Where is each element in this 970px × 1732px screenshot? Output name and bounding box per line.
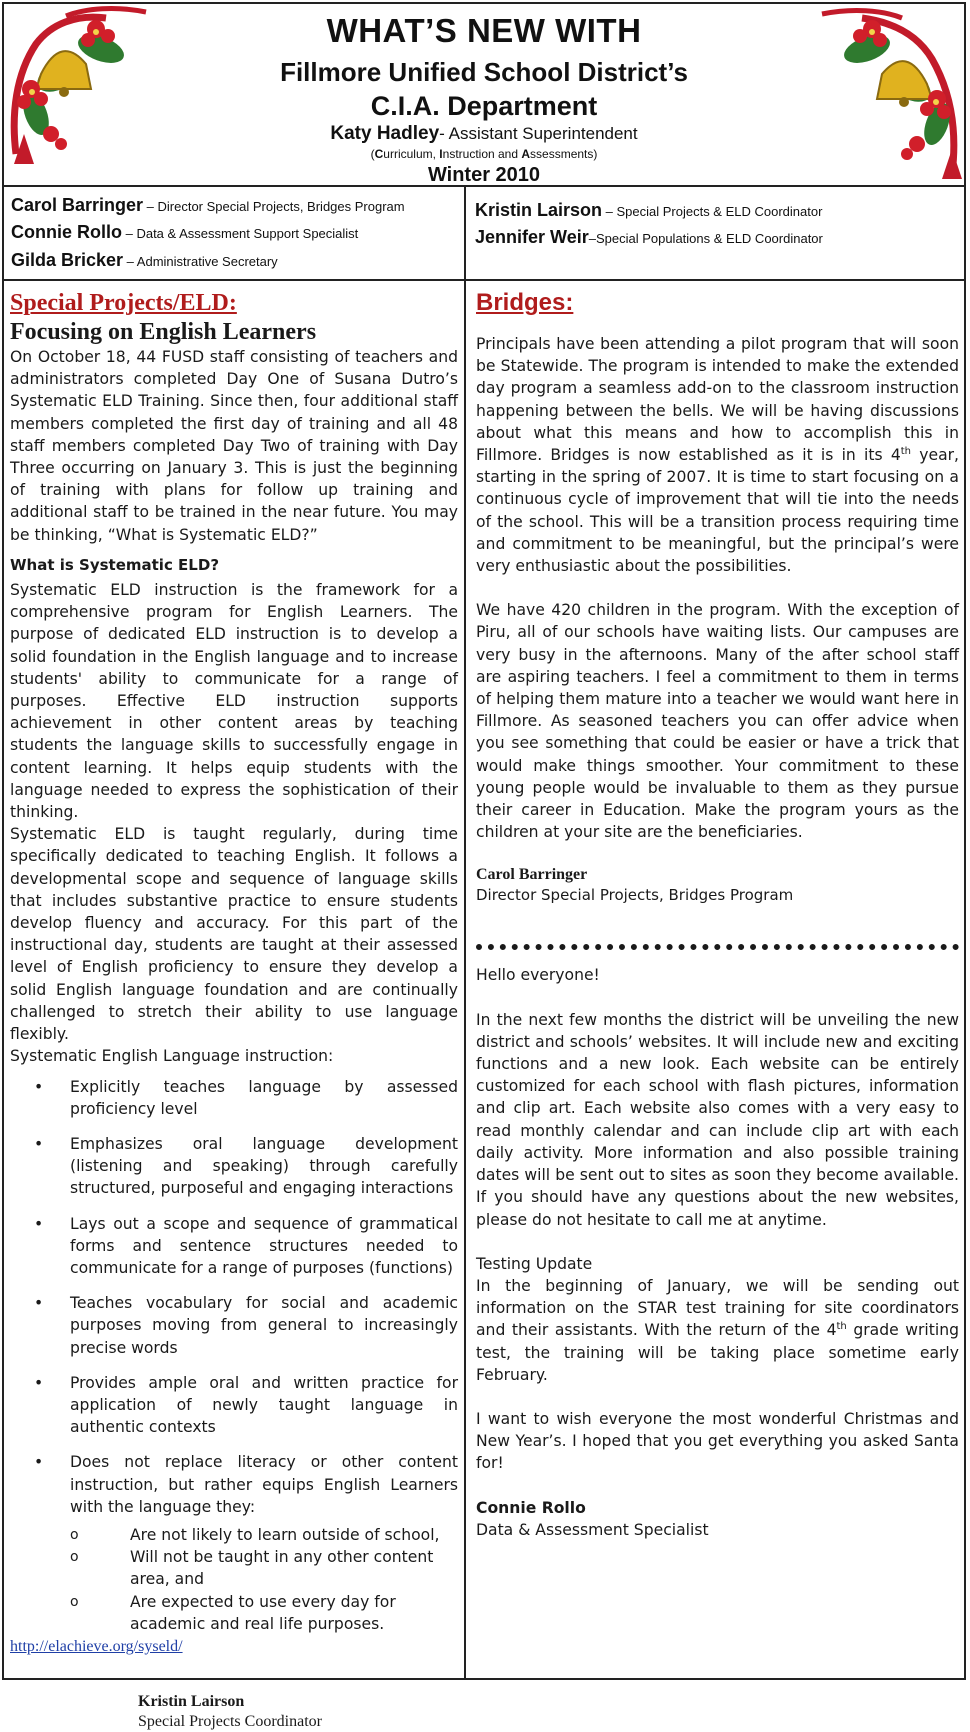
sub-list-item: o Will not be taught in any other content area, and	[70, 1548, 434, 1589]
header-department: C.I.A. Department	[370, 91, 598, 121]
paragraph: In the next few months the district will be unveiling the new district and schools’ websites. It will include new and exciting functions and a new look. Each website can be entirely customized for each school with flash pictures, information and clip art. Each website also comes with a very easy to read monthly calendar and can include clip art with each daily activity. More information and also possible training dates will be sent out to sites as soon they become available. If you should have any questions about the new websites, please do not hesitate to call me at anytime.	[476, 1010, 959, 1229]
header-title: WHAT’S NEW WITH	[326, 12, 642, 49]
instruction-list	[10, 1076, 458, 1518]
signature-name: Carol Barringer	[476, 866, 588, 884]
signature-role: Special Projects Coordinator	[138, 1713, 322, 1731]
dotted-divider	[476, 944, 959, 950]
signature	[476, 865, 959, 906]
header-season: Winter 2010	[427, 164, 541, 186]
staff-entry: Kristin Lairson – Special Projects & ELD Coordinator	[475, 200, 823, 220]
paragraph: In the beginning of January, we will be sending out information on the STAR test training for site coordinators and their assistants. With the return of the 4th grade writing test, the training will be taking place sometime early February.	[476, 1276, 959, 1384]
question-heading: What is Systematic ELD?	[10, 555, 220, 574]
paragraph: Principals have been attending a pilot program that will soon be Statewide. The program is intended to make the extended day program a seamless add-on to the classroom instruction happening between the bells. We will be having discussions about what this means and how to accomplish this in Fillmore. Bridges is now established as it is in its 4th year, starting in the spring of 2007. It is time to start focusing on a continuous cycle of improvement that will tie into the needs of the school. This will be a transition process requiring time and commitment to be meaningful, but the principal’s were very enthusiastic about the possibilities.	[476, 335, 960, 576]
article-subtitle: Focusing on English Learners	[10, 319, 317, 345]
signature-name: Connie Rollo	[476, 1498, 586, 1517]
column-divider	[464, 187, 466, 1680]
section-title: Special Projects/ELD:	[10, 290, 237, 316]
list-item: • Explicitly teaches language by assessed proficiency level	[34, 1077, 458, 1118]
staff-directory	[2, 187, 966, 281]
syseld-link[interactable]: http://elachieve.org/syseld/	[10, 1637, 183, 1655]
header-department-full: (Curriculum, Instruction and Assessments)	[370, 147, 598, 161]
superintendent-name: Katy Hadley	[330, 123, 440, 144]
staff-entry: Gilda Bricker – Administrative Secretary	[11, 250, 278, 270]
list-item: • Does not replace literacy or other content instruction, but rather equips English Learners with the language they:	[34, 1453, 458, 1516]
list-item: • Emphasizes oral language development (listening and speaking) through carefully structured, purposeful and engaging interactions	[34, 1134, 458, 1198]
intro-paragraph: On October 18, 44 FUSD staff consisting of teachers and administrators completed Day One of Susana Dutro’s Systematic ELD Training. Since then, four additional staff members completed the first day of training and all 48 staff members completed Day Two of training with Day Three occurring on January 3. This is just the beginning of training with plans for follow up training and additional staff to be trained in the near future. You may be thinking, “What is Systematic ELD?”	[10, 348, 458, 544]
newsletter-header	[2, 2, 966, 187]
list-item: • Teaches vocabulary for social and academic purposes moving from general to increasingly precise words	[34, 1294, 458, 1357]
signature	[476, 1497, 959, 1541]
header-superintendent	[2, 123, 966, 145]
signature	[138, 1692, 458, 1732]
staff-entry: Carol Barringer – Director Special Projects, Bridges Program	[11, 195, 405, 215]
signature-role: Director Special Projects, Bridges Program	[476, 886, 794, 905]
sub-list-item: o Are expected to use every day for academic and real life purposes.	[70, 1592, 396, 1633]
superintendent-role: - Assistant Superintendent	[439, 124, 638, 143]
section-title: Bridges:	[476, 289, 574, 316]
signature-name: Kristin Lairson	[138, 1693, 245, 1711]
list-intro: Systematic English Language instruction:	[10, 1047, 334, 1066]
special-projects-column	[10, 288, 458, 1732]
header-district: Fillmore Unified School District’s	[280, 57, 688, 87]
sub-list-item: o Are not likely to learn outside of school,	[70, 1525, 440, 1544]
paragraph: We have 420 children in the program. With the exception of Piru, all of our schools have waiting lists. Our campuses are very busy in the afternoons. Many of the after school staff are aspiring teachers. I feel a commitment to them in terms of helping them mature into a teacher we would want here in Fillmore. As seasoned teachers you can offer advice when you see something that could be easier or have a trick that would make things smoother. Your commitment to these young people would be invaluable to them as they pursue their career in Education. Make the program yours as the children at your site are the beneficiaries.	[476, 601, 959, 842]
staff-entry: Connie Rollo – Data & Assessment Support Specialist	[11, 222, 359, 242]
paragraph: I want to wish everyone the most wonderful Christmas and New Year’s. I hoped that you get everything you asked Santa for!	[476, 1409, 959, 1473]
testing-heading: Testing Update	[476, 1254, 593, 1273]
paragraph: Systematic ELD instruction is the framework for a comprehensive program for English Learners. The purpose of dedicated ELD instruction is to develop a solid foundation in the English language and to increase students' ability to communicate for a range of purposes. Effective ELD instruction supports achievement in other content areas by teaching students the language skills to successfully engage in content learning. It helps equip students with the language needed to express the sophistication of their thinking.	[10, 581, 458, 822]
list-item: • Provides ample oral and written practice for application of newly taught language in authentic contexts	[34, 1373, 458, 1437]
signature-role: Data & Assessment Specialist	[476, 1520, 709, 1539]
greeting: Hello everyone!	[476, 966, 600, 985]
bridges-column	[476, 288, 959, 1541]
paragraph: Systematic ELD is taught regularly, during time specifically dedicated to teaching English. It follows a developmental scope and sequence of language skills that includes substantive practice to ensure students develop fluency and accuracy. For this part of the instructional day, students are taught at their assessed level of English proficiency to ensure they develop a solid English language foundation and are continually challenged to stretch their ability to use language flexibly.	[10, 825, 458, 1044]
list-item: • Lays out a scope and sequence of grammatical forms and sentence structures needed to communicate for a range of purposes (functions)	[34, 1214, 458, 1277]
staff-entry: Jennifer Weir–Special Populations & ELD Coordinator	[475, 227, 823, 247]
sub-list	[10, 1524, 458, 1635]
